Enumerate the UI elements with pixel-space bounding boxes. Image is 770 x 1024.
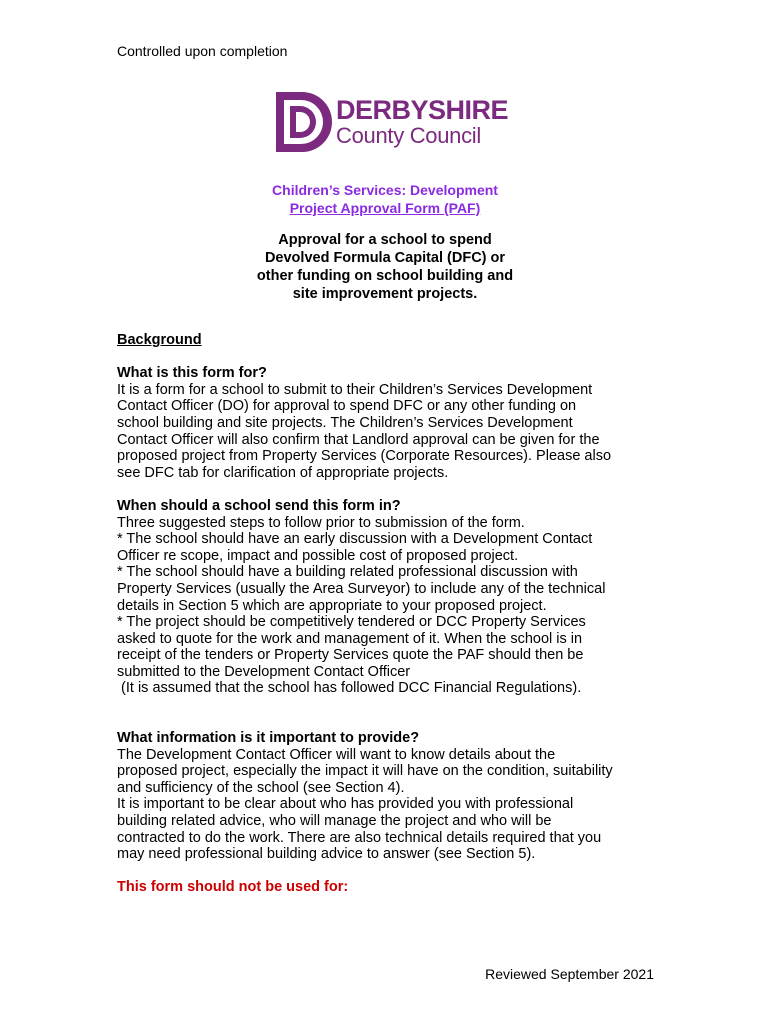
paragraph-line: Officer re scope, impact and possible cost of proposed project. [117,547,519,564]
form-title [0,181,770,217]
form-title-line2: Project Approval Form (PAF) [289,200,481,216]
question-heading: What information is it important to provide? [117,730,420,747]
subtitle-line4: site improvement projects. [292,286,478,302]
paragraph-line: contracted to do the work. There are also technical details required that you [117,829,602,846]
paragraph-line: school building and site projects. The Children’s Services Development [117,414,573,431]
paragraph-line: receipt of the tenders or Property Services quote the PAF should then be [117,647,584,664]
section-heading: Background [117,332,202,348]
form-title-line1: Children’s Services: Development [272,182,498,198]
paragraph-line: Three suggested steps to follow prior to submission of the form. [117,514,525,531]
paragraph-line: Contact Officer will also confirm that Landlord approval can be given for the [117,431,600,448]
paragraph-line: may need professional building advice to answer (see Section 5). [117,846,536,863]
paragraph-line: It is important to be clear about who has provided you with professional [117,796,574,813]
warning-heading: This form should not be used for: [117,879,349,896]
paragraph-line: proposed project from Property Services (Corporate Resources). Please also [117,448,612,465]
paragraph-line: * The school should have a building related professional discussion with [117,564,578,581]
council-d-logo-icon [274,90,334,154]
question-heading: When should a school send this form in? [117,497,401,514]
paragraph-line: see DFC tab for clarification of appropriate projects. [117,464,449,481]
paragraph-line: Property Services (usually the Area Surveyor) to include any of the technical [117,580,606,597]
paragraph-line: * The project should be competitively tendered or DCC Property Services [117,614,586,631]
paragraph-line: proposed project, especially the impact it will have on the condition, suitability [117,763,613,780]
paragraph-line: It is a form for a school to submit to their Children’s Services Development [117,381,593,398]
logo-subname: County Council [336,123,481,148]
paragraph-line: submitted to the Development Contact Officer [117,663,411,680]
paragraph-line: * The school should have an early discussion with a Development Contact [117,531,593,548]
subtitle-line3: other funding on school building and [256,268,514,284]
form-subtitle [0,231,770,303]
subtitle-line1: Approval for a school to spend [278,232,492,248]
control-note: Controlled upon completion [117,43,288,59]
derbyshire-logo [274,90,509,154]
paragraph-line: asked to quote for the work and management of it. When the school is in [117,630,583,647]
review-note: Reviewed September 2021 [485,966,654,982]
paragraph-line: details in Section 5 which are appropriate to your proposed project. [117,597,547,614]
logo-name: DERBYSHIRE [336,95,509,125]
paragraph-line: Contact Officer (DO) for approval to spend DFC or any other funding on [117,398,577,415]
paragraph-line: (It is assumed that the school has followed DCC Financial Regulations). [117,680,582,697]
paragraph-line: and sufficiency of the school (see Section 4). [117,779,405,796]
paragraph-line: building related advice, who will manage the project and who will be [117,813,552,830]
paragraph-line: The Development Contact Officer will want to know details about the [117,746,556,763]
background-section [117,332,657,896]
question-heading: What is this form for? [117,365,267,382]
subtitle-line2: Devolved Formula Capital (DFC) or [264,250,506,266]
